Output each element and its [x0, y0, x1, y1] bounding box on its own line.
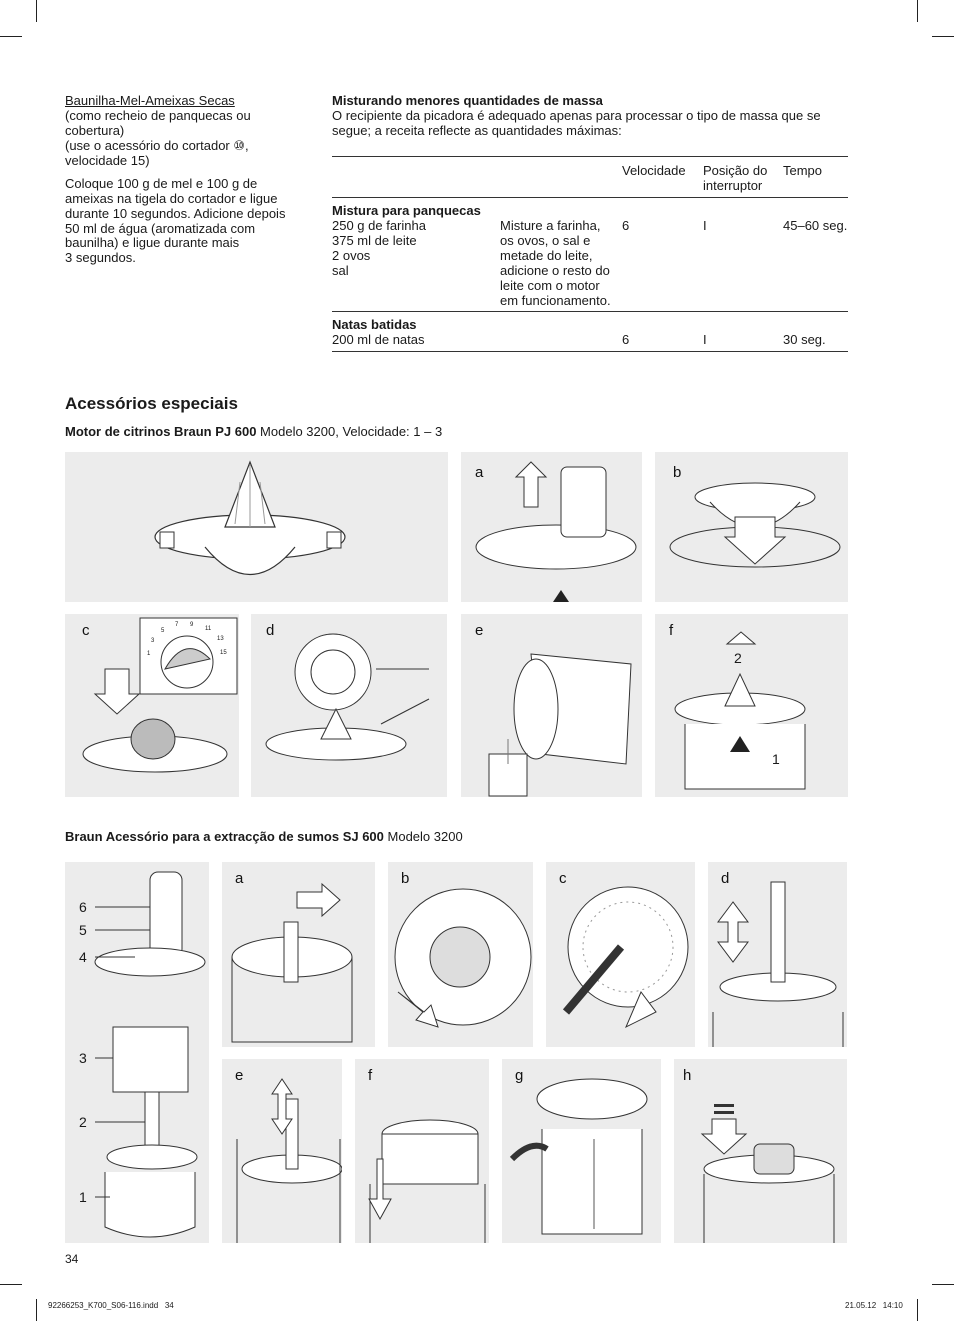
crop-mark [0, 1284, 22, 1285]
juicer-step-d [708, 862, 847, 1047]
juicer-step-h [674, 1059, 847, 1243]
table-rule [332, 197, 848, 198]
part-number: 3 [79, 1050, 87, 1066]
panel-label: d [721, 870, 730, 887]
table-row-time: 30 seg. [783, 332, 826, 347]
instruction-line: baunilha) e ligue durante mais [65, 235, 240, 251]
juicer-step-c [546, 862, 695, 1047]
citrus-overview-illustration [65, 452, 448, 602]
juicer-exploded-view [65, 862, 209, 1243]
panel-label: e [235, 1067, 244, 1084]
citrus-step-a [461, 452, 642, 602]
panel-label: c [559, 870, 567, 887]
instruction-line: ameixas na tigela do cortador e ligue [65, 190, 278, 206]
juicer-step-f [355, 1059, 489, 1243]
instruction-line: durante 10 segundos. Adicione depois [65, 205, 286, 221]
juicer-step-b [388, 862, 533, 1047]
recipe-title: Baunilha-Mel-Ameixas Secas [65, 93, 235, 108]
instruction-line: 50 ml de água (aromatizada com [65, 220, 256, 236]
instruction-line: 3 segundos. [65, 250, 136, 266]
citrus-heading: Motor de citrinos Braun PJ 600 Modelo 3200, Velocidade: 1 – 3 [65, 424, 443, 439]
panel-label: b [401, 870, 410, 887]
footer-file-name: 92266253_K700_S06-116.indd 34 [48, 1301, 174, 1310]
part-number: 2 [79, 1114, 87, 1130]
dough-table-section [332, 94, 848, 354]
panel-label: e [475, 622, 484, 639]
table-row-time: 45–60 seg. [783, 218, 848, 233]
citrus-step-f: 2 1 f [655, 614, 848, 797]
table-rule [332, 311, 848, 312]
table-row-switch: I [703, 218, 707, 233]
panel-label: h [683, 1067, 692, 1084]
citrus-step-c: 1 3 5 7 9 11 13 15 c [65, 614, 239, 797]
header-time: Tempo [783, 163, 823, 178]
table-row-method: Misture a farinha, os ovos, o sal e metade do leite, adicione o resto do leite com o motor em funcionamento. [500, 218, 611, 308]
juicer-step-e [222, 1059, 342, 1243]
juicer-heading: Braun Acessório para a extracção de sumos SJ 600 Modelo 3200 [65, 829, 463, 844]
panel-label: a [475, 464, 484, 481]
table-row-speed: 6 [622, 332, 630, 347]
table-row-ingredients: Natas batidas 200 ml de natas [332, 317, 425, 347]
recipe-line: (como recheio de panquecas ou [65, 107, 251, 123]
panel-label: g [515, 1067, 524, 1084]
page-number: 34 [65, 1252, 79, 1266]
section-title: Acessórios especiais [65, 394, 238, 413]
panel-label: a [235, 870, 244, 887]
recipe-line: cobertura) [65, 122, 125, 138]
part-number: 4 [79, 949, 87, 965]
part-number: 6 [79, 899, 87, 915]
intro-line: segue; a receita reflecte as quantidades máximas: [332, 122, 622, 138]
citrus-step-b [655, 452, 848, 602]
panel-label: c [82, 622, 90, 639]
recipe-column [65, 94, 305, 266]
section-subheading: Misturando menores quantidades de massa [332, 93, 603, 108]
header-speed: Velocidade [622, 163, 686, 178]
panel-label: f [669, 622, 674, 639]
table-row-switch: I [703, 332, 707, 347]
juicer-step-a [222, 862, 375, 1047]
recipe-line: (use o acessório do cortador ⑩, [65, 137, 249, 153]
table-row-speed: 6 [622, 218, 630, 233]
table-rule [332, 351, 848, 352]
table-rule [332, 156, 848, 157]
crop-mark [917, 1299, 918, 1321]
crop-mark [36, 1299, 37, 1321]
footer-date: 21.05.12 14:10 [845, 1301, 903, 1310]
instruction-line: Coloque 100 g de mel e 100 g de [65, 175, 258, 191]
citrus-step-e [461, 614, 642, 797]
panel-label: f [368, 1067, 373, 1084]
table-row-ingredients: Mistura para panquecas 250 g de farinha 375 ml de leite 2 ovos sal [332, 203, 481, 278]
panel-label: d [266, 622, 275, 639]
recipe-line: velocidade 15) [65, 152, 150, 168]
panel-label: b [673, 464, 682, 481]
part-number: 5 [79, 922, 87, 938]
crop-mark [932, 36, 954, 37]
crop-mark [0, 36, 22, 37]
header-switch: Posição do interruptor [703, 163, 768, 193]
citrus-step-d [251, 614, 447, 797]
crop-mark [36, 0, 37, 22]
crop-mark [932, 1284, 954, 1285]
intro-line: O recipiente da picadora é adequado apenas para processar o tipo de massa que se [332, 107, 821, 123]
crop-mark [917, 0, 918, 22]
part-number: 1 [79, 1189, 87, 1205]
juicer-step-g [502, 1059, 661, 1243]
